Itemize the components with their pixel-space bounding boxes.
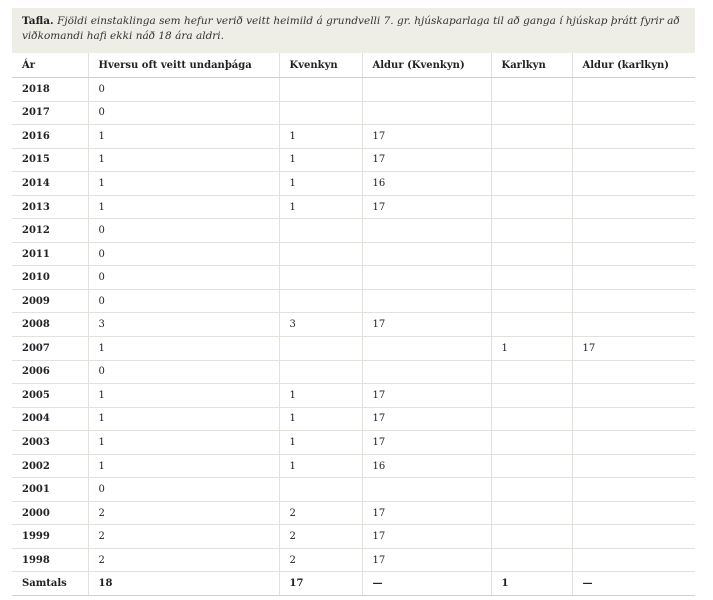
exemptions-cell: 1: [88, 337, 279, 361]
female-age-cell: [362, 242, 491, 266]
male-age-cell: [572, 125, 695, 149]
male-cell: [491, 501, 572, 525]
male-age-cell: [572, 313, 695, 337]
table-row: [12, 289, 695, 313]
exemptions-cell: 2: [88, 525, 279, 549]
exemptions-cell: 0: [88, 360, 279, 384]
exemptions-cell: 1: [88, 148, 279, 172]
table-row: [12, 78, 695, 102]
header-male-age: Aldur (karlkyn): [572, 53, 695, 78]
table-row: [12, 219, 695, 243]
male-cell: [491, 478, 572, 502]
caption-label: Tafla.: [22, 15, 54, 27]
female-cell: 1: [279, 172, 362, 196]
year-cell: 2011: [12, 242, 88, 266]
female-age-cell: 17: [362, 195, 491, 219]
exemptions-cell: 0: [88, 78, 279, 102]
exemptions-cell: 2: [88, 548, 279, 572]
male-age-cell: [572, 289, 695, 313]
female-age-cell: [362, 219, 491, 243]
female-cell: [279, 78, 362, 102]
male-cell: [491, 313, 572, 337]
male-age-cell: [572, 219, 695, 243]
male-cell: [491, 101, 572, 125]
year-cell: 2004: [12, 407, 88, 431]
year-cell: 2002: [12, 454, 88, 478]
total-row: [12, 572, 695, 596]
total-male-age-cell: —: [572, 572, 695, 596]
female-cell: 1: [279, 125, 362, 149]
male-cell: [491, 384, 572, 408]
year-cell: 2017: [12, 101, 88, 125]
female-age-cell: 17: [362, 313, 491, 337]
year-cell: 2006: [12, 360, 88, 384]
year-cell: 2018: [12, 78, 88, 102]
table-row: [12, 266, 695, 290]
year-cell: 1999: [12, 525, 88, 549]
male-age-cell: [572, 195, 695, 219]
male-cell: [491, 219, 572, 243]
header-female: Kvenkyn: [279, 53, 362, 78]
exemptions-cell: 1: [88, 125, 279, 149]
male-age-cell: [572, 148, 695, 172]
male-cell: [491, 266, 572, 290]
table-row: [12, 384, 695, 408]
male-cell: [491, 360, 572, 384]
exemptions-cell: 1: [88, 384, 279, 408]
male-cell: [491, 195, 572, 219]
header-row: [12, 53, 695, 78]
total-year-cell: Samtals: [12, 572, 88, 596]
male-age-cell: [572, 172, 695, 196]
male-age-cell: [572, 384, 695, 408]
female-age-cell: [362, 478, 491, 502]
exemptions-cell: 0: [88, 478, 279, 502]
year-cell: 2008: [12, 313, 88, 337]
table-row: [12, 313, 695, 337]
female-cell: [279, 266, 362, 290]
male-age-cell: [572, 360, 695, 384]
male-cell: [491, 454, 572, 478]
female-age-cell: [362, 289, 491, 313]
year-cell: 1998: [12, 548, 88, 572]
female-age-cell: [362, 360, 491, 384]
male-age-cell: 17: [572, 337, 695, 361]
male-cell: [491, 148, 572, 172]
table-row: [12, 360, 695, 384]
female-age-cell: [362, 78, 491, 102]
male-cell: [491, 407, 572, 431]
table-row: [12, 195, 695, 219]
year-cell: 2015: [12, 148, 88, 172]
table-caption: [12, 8, 695, 53]
exemptions-cell: 1: [88, 195, 279, 219]
year-cell: 2010: [12, 266, 88, 290]
female-age-cell: 17: [362, 525, 491, 549]
male-age-cell: [572, 266, 695, 290]
female-cell: [279, 478, 362, 502]
exemptions-cell: 1: [88, 172, 279, 196]
year-cell: 2013: [12, 195, 88, 219]
male-cell: [491, 548, 572, 572]
total-exemptions-cell: 18: [88, 572, 279, 596]
exemptions-cell: 0: [88, 219, 279, 243]
year-cell: 2009: [12, 289, 88, 313]
table-row: [12, 407, 695, 431]
exemptions-cell: 0: [88, 101, 279, 125]
female-age-cell: 16: [362, 454, 491, 478]
table-row: [12, 525, 695, 549]
exemptions-cell: 0: [88, 242, 279, 266]
male-cell: [491, 289, 572, 313]
total-female-age-cell: —: [362, 572, 491, 596]
exemptions-cell: 2: [88, 501, 279, 525]
male-cell: [491, 78, 572, 102]
table-row: [12, 478, 695, 502]
data-table: [12, 53, 695, 596]
exemptions-cell: 1: [88, 454, 279, 478]
male-age-cell: [572, 454, 695, 478]
male-cell: [491, 125, 572, 149]
female-age-cell: 17: [362, 384, 491, 408]
female-age-cell: 17: [362, 125, 491, 149]
male-age-cell: [572, 525, 695, 549]
male-age-cell: [572, 548, 695, 572]
female-age-cell: 16: [362, 172, 491, 196]
total-male-cell: 1: [491, 572, 572, 596]
female-cell: [279, 360, 362, 384]
male-cell: [491, 431, 572, 455]
year-cell: 2001: [12, 478, 88, 502]
table-row: [12, 337, 695, 361]
female-cell: [279, 219, 362, 243]
male-age-cell: [572, 431, 695, 455]
female-age-cell: [362, 101, 491, 125]
header-male: Karlkyn: [491, 53, 572, 78]
header-exemptions: Hversu oft veitt undanþága: [88, 53, 279, 78]
total-female-cell: 17: [279, 572, 362, 596]
table-row: [12, 548, 695, 572]
exemptions-cell: 0: [88, 289, 279, 313]
female-cell: [279, 289, 362, 313]
female-age-cell: 17: [362, 431, 491, 455]
female-cell: 1: [279, 195, 362, 219]
female-cell: [279, 337, 362, 361]
male-age-cell: [572, 407, 695, 431]
female-cell: [279, 101, 362, 125]
female-cell: 2: [279, 525, 362, 549]
year-cell: 2000: [12, 501, 88, 525]
year-cell: 2016: [12, 125, 88, 149]
female-age-cell: [362, 337, 491, 361]
male-age-cell: [572, 242, 695, 266]
table-row: [12, 101, 695, 125]
female-cell: 3: [279, 313, 362, 337]
female-age-cell: 17: [362, 501, 491, 525]
female-age-cell: 17: [362, 548, 491, 572]
table-row: [12, 242, 695, 266]
caption-text: Fjöldi einstaklinga sem hefur verið veitt heimild á grundvelli 7. gr. hjúskaparlaga til að ganga í hjúskap þrátt fyrir að viðkomandi hafi ekki náð 18 ára aldri.: [22, 15, 680, 42]
female-cell: 1: [279, 407, 362, 431]
male-cell: [491, 242, 572, 266]
exemptions-cell: 1: [88, 407, 279, 431]
table-row: [12, 172, 695, 196]
year-cell: 2007: [12, 337, 88, 361]
female-cell: 1: [279, 148, 362, 172]
table-row: [12, 431, 695, 455]
male-cell: [491, 172, 572, 196]
exemptions-cell: 1: [88, 431, 279, 455]
table-row: [12, 501, 695, 525]
header-year: Ár: [12, 53, 88, 78]
female-cell: 1: [279, 454, 362, 478]
female-cell: 1: [279, 431, 362, 455]
female-age-cell: 17: [362, 407, 491, 431]
table-row: [12, 148, 695, 172]
male-cell: 1: [491, 337, 572, 361]
male-age-cell: [572, 78, 695, 102]
male-age-cell: [572, 478, 695, 502]
male-cell: [491, 525, 572, 549]
female-cell: [279, 242, 362, 266]
year-cell: 2014: [12, 172, 88, 196]
exemptions-cell: 0: [88, 266, 279, 290]
header-female-age: Aldur (Kvenkyn): [362, 53, 491, 78]
female-cell: 2: [279, 501, 362, 525]
table-row: [12, 125, 695, 149]
male-age-cell: [572, 101, 695, 125]
female-cell: 2: [279, 548, 362, 572]
female-age-cell: [362, 266, 491, 290]
year-cell: 2012: [12, 219, 88, 243]
document: [12, 8, 695, 596]
female-age-cell: 17: [362, 148, 491, 172]
female-cell: 1: [279, 384, 362, 408]
table-row: [12, 454, 695, 478]
male-age-cell: [572, 501, 695, 525]
year-cell: 2003: [12, 431, 88, 455]
exemptions-cell: 3: [88, 313, 279, 337]
year-cell: 2005: [12, 384, 88, 408]
